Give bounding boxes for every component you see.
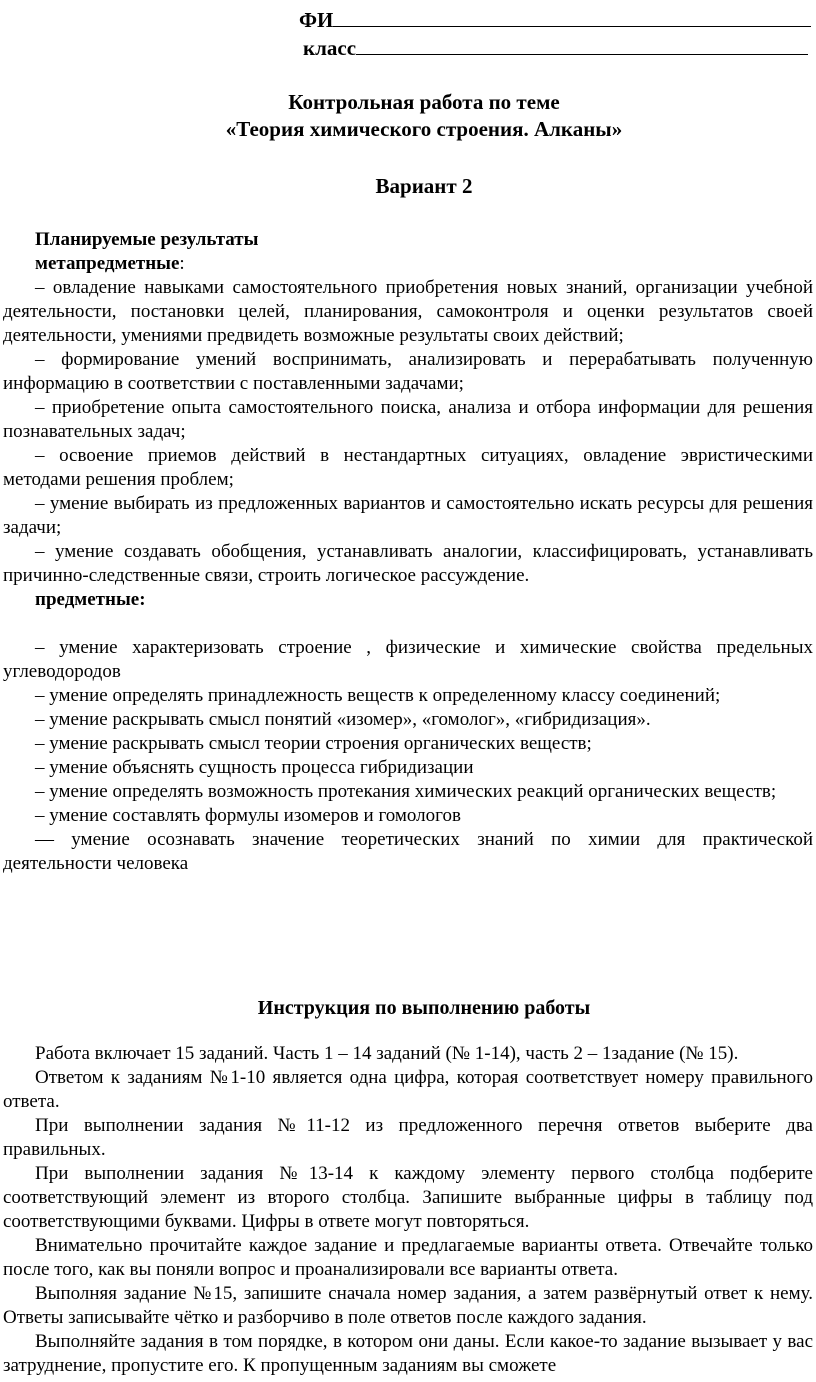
subject-item: – умение объяснять сущность процесса гибридизации — [35, 757, 474, 778]
subject-item: – умение раскрывать смысл понятий «изомер», «гомолог», «гибридизация». — [35, 709, 651, 730]
class-label: класс — [303, 36, 357, 60]
instruction-paragraph: Внимательно прочитайте каждое задание и предлагаемые варианты ответа. Отвечайте только после того, как вы поняли вопрос и проанализировали все варианты ответа. — [3, 1235, 813, 1280]
name-blank — [333, 6, 811, 27]
meta-item: – формирование умений воспринимать, анализировать и перерабатывать полученную информацию в соответствии с поставленными задачами; — [3, 349, 813, 394]
meta-item: – освоение приемов действий в нестандартных ситуациях, овладение эвристическими методами решения проблем; — [3, 445, 813, 490]
instruction-paragraph: Работа включает 15 заданий. Часть 1 – 14 заданий (№ 1-14), часть 2 – 1задание (№ 15). — [35, 1043, 739, 1064]
instruction-paragraph: Выполняя задание №15, запишите сначала номер задания, а затем развёрнутый ответ к нему. Ответы записывайте чётко и разборчиво в поле ответов после каждого задания. — [3, 1283, 813, 1328]
instructions-section — [3, 1042, 813, 1378]
meta-colon: : — [179, 253, 185, 274]
instruction-paragraph: При выполнении задания №13-14 к каждому элементу первого столбца подберите соответствующий элемент из второго столбца. Запишите выбранные цифры в таблицу под соответствующими буквами. Цифры в ответе могут повторяться. — [3, 1163, 813, 1232]
class-blank — [356, 34, 808, 55]
title-line-1: Контрольная работа по теме — [288, 90, 560, 114]
instructions-heading: Инструкция по выполнению работы — [257, 997, 591, 1019]
name-label: ФИ — [299, 8, 334, 32]
subject-item: – умение определять принадлежность веществ к определенному классу соединений; — [35, 685, 721, 706]
subject-item: – умение характеризовать строение , физические и химические свойства предельных углеводородов — [3, 637, 813, 682]
planned-results-section — [3, 228, 813, 876]
subject-item: – умение определять возможность протекания химических реакций органических веществ; — [35, 781, 777, 802]
planned-results-heading: Планируемые результаты — [35, 229, 259, 250]
class-line — [303, 34, 808, 60]
instruction-paragraph: Ответом к заданиям №1-10 является одна цифра, которая соответствует номеру правильного ответа. — [3, 1067, 813, 1112]
meta-heading: метапредметные — [35, 253, 180, 274]
meta-item: – приобретение опыта самостоятельного поиска, анализа и отбора информации для решения познавательных задач; — [3, 397, 813, 442]
meta-item: – умение создавать обобщения, устанавливать аналогии, классифицировать, устанавливать причинно-следственные связи, строить логическое рассуждение. — [3, 541, 813, 586]
variant-title: Вариант 2 — [375, 174, 473, 198]
meta-heading-line — [3, 252, 813, 276]
instruction-paragraph: Выполняйте задания в том порядке, в котором они даны. Если какое-то задание вызывает у вас затруднение, пропустите его. К пропущенным заданиям вы сможете — [3, 1331, 813, 1376]
instruction-paragraph: При выполнении задания №11-12 из предложенного перечня ответов выберите два правильных. — [3, 1115, 813, 1160]
name-line — [299, 6, 811, 32]
subject-heading: предметные: — [35, 589, 146, 610]
subject-item: – умение составлять формулы изомеров и гомологов — [35, 805, 461, 826]
meta-item: – овладение навыками самостоятельного приобретения новых знаний, организации учебной деятельности, постановки целей, планирования, самоконтроля и оценки результатов своей деятельности, умениями предвидеть возможные результаты своих действий; — [3, 277, 813, 346]
subject-item: — умение осознавать значение теоретических знаний по химии для практической деятельности человека — [3, 829, 813, 874]
subject-item: – умение раскрывать смысл теории строения органических веществ; — [35, 733, 592, 754]
spacer — [3, 612, 813, 636]
title-line-2: «Теория химического строения. Алканы» — [225, 117, 623, 141]
meta-item: – умение выбирать из предложенных вариантов и самостоятельно искать ресурсы для решения задачи; — [3, 493, 813, 538]
